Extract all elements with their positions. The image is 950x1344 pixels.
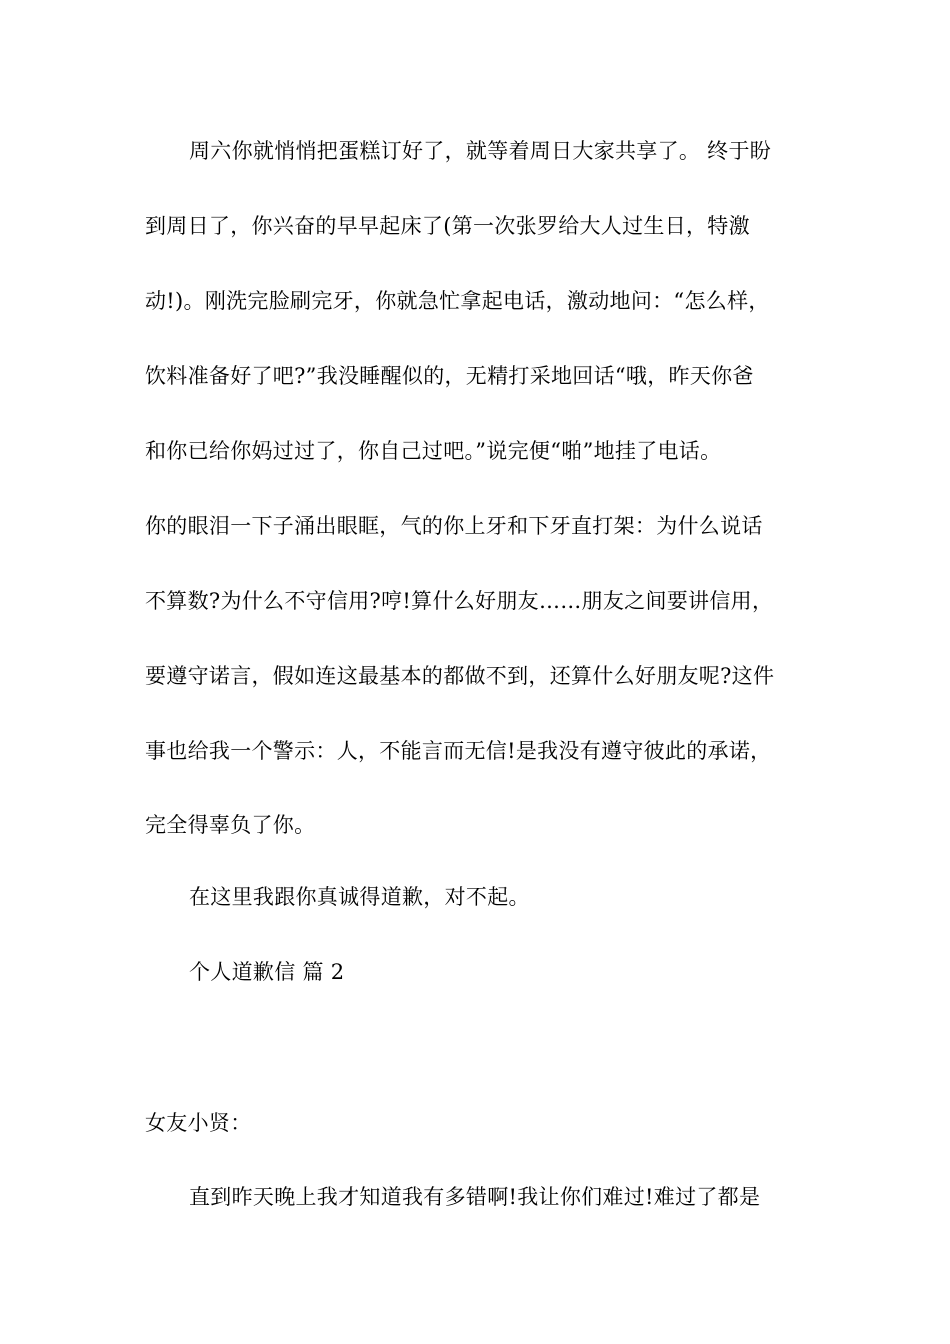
paragraph-line: 动!)。刚洗完脸刷完牙，你就急忙拿起电话，激动地问：“怎么样， [145,289,770,313]
paragraph-line: 完全得辜负了你。 [145,813,316,837]
paragraph-line: 要遵守诺言，假如连这最基本的都做不到，还算什么好朋友呢?这件 [145,664,775,688]
paragraph-line: 和你已给你妈过过了，你自己过吧。”说完便“啪”地挂了电话。 [145,439,722,463]
paragraph-line: 不算数?为什么不守信用?哼!算什么好朋友……朋友之间要讲信用， [145,589,774,613]
paragraph-line: 你的眼泪一下子涌出眼眶，气的你上牙和下牙直打架：为什么说话 [145,514,763,538]
paragraph-line: 直到昨天晚上我才知道我有多错啊!我让你们难过!难过了都是 [189,1185,761,1209]
paragraph-line: 饮料准备好了吧?”我没睡醒似的，无精打采地回话“哦，昨天你爸 [145,364,754,388]
section-title: 个人道歉信 篇 2 [189,960,345,984]
apology-line: 在这里我跟你真诚得道歉，对不起。 [189,885,530,909]
paragraph-line: 周六你就悄悄把蛋糕订好了，就等着周日大家共享了。 终于盼 [189,139,772,163]
paragraph-line: 到周日了，你兴奋的早早起床了(第一次张罗给大人过生日，特激 [145,214,750,238]
paragraph-line: 事也给我一个警示：人，不能言而无信!是我没有遵守彼此的承诺， [145,739,772,763]
salutation: 女友小贤： [145,1111,252,1135]
